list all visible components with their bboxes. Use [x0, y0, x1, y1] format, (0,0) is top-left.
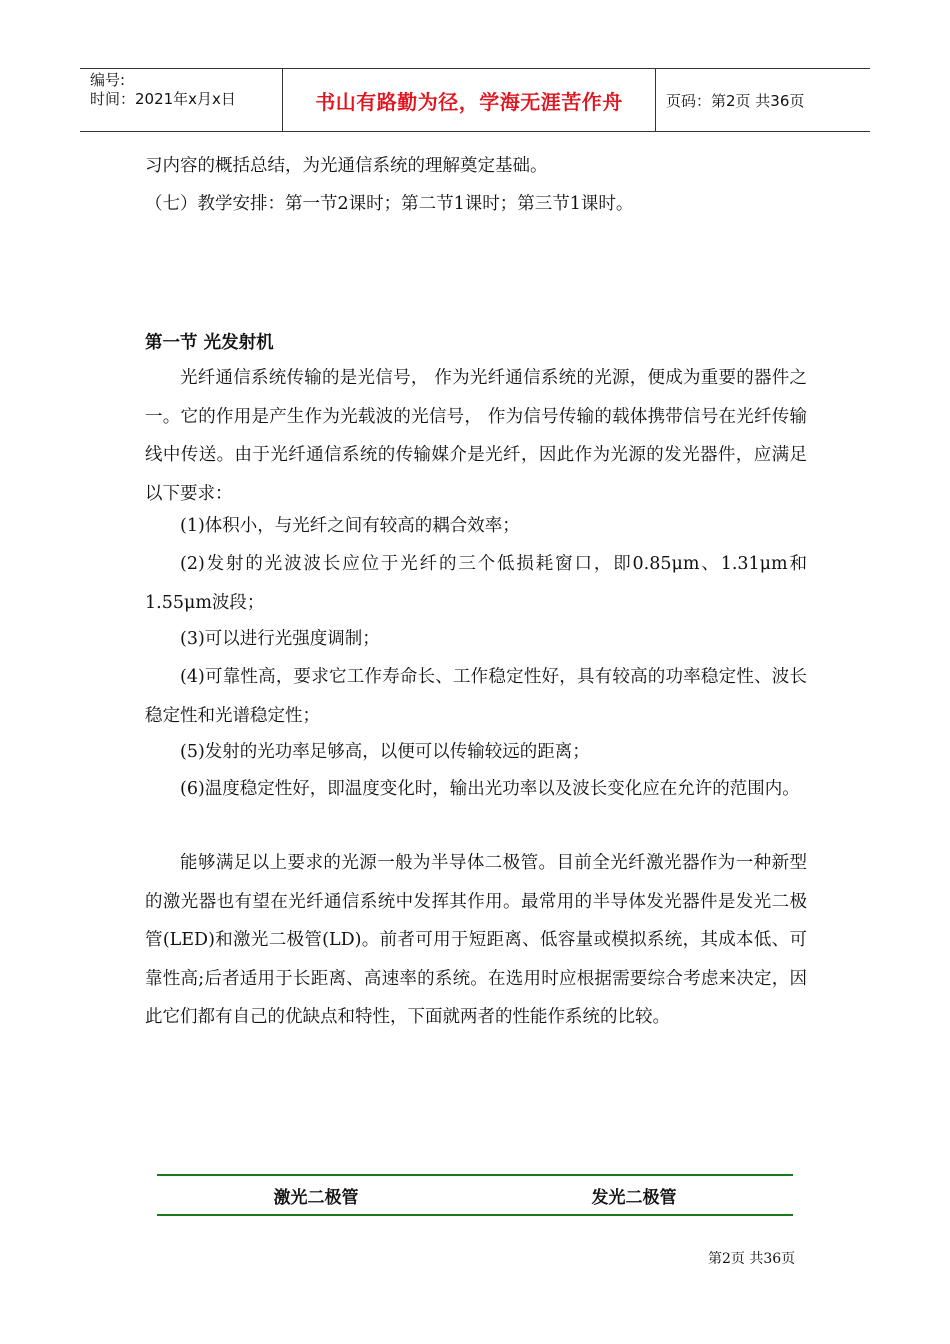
requirement-item-3: (3)可以进行光强度调制； — [180, 629, 380, 649]
document-number-label: 编号: — [90, 71, 126, 89]
header-motto: 书山有路勤为径，学海无涯苦作舟 — [282, 69, 656, 131]
requirement-item-4: (4)可靠性高，要求它工作寿命长、工作稳定性好，具有较高的功率稳定性、波长稳定性和光谱稳定性； — [145, 667, 807, 726]
page-footer-number: 第2页 共36页 — [708, 1251, 796, 1267]
requirement-item-1: (1)体积小，与光纤之间有较高的耦合效率； — [180, 516, 520, 536]
requirement-item-5: (5)发射的光功率足够高，以便可以传输较远的距离； — [180, 742, 590, 762]
page-header — [80, 68, 870, 132]
column-header-laser-diode: 激光二极管 — [273, 1187, 359, 1208]
header-page-number: 页码：第2页 共36页 — [666, 91, 805, 110]
body-paragraph-2: 能够满足以上要求的光源一般为半导体二极管。目前全光纤激光器作为一种新型的激光器也有望在光纤通信系统中发挥其作用。最常用的半导体发光器件是发光二极管(LED)和激光二极管(LD)。前者可用于短距离、低容量或模拟系统，其成本低、可靠性高;后者适用于长距离、高速率的系统。在选用时应根据需要综合考虑来决定，因此它们都有自己的优缺点和特性，下面就两者的性能作系统的比较。 — [145, 853, 807, 1027]
comparison-table-header — [157, 1174, 793, 1216]
document-date: 时间：2021年x月x日 — [90, 90, 236, 108]
requirement-item-2: (2)发射的光波波长应位于光纤的三个低损耗窗口，即0.85μm、1.31μm和1.55μm波段； — [145, 554, 807, 613]
section-heading: 第一节 光发射机 — [145, 333, 274, 353]
teaching-schedule: （七）教学安排：第一节2课时；第二节1课时；第三节1课时。 — [145, 194, 634, 214]
requirement-item-6: (6)温度稳定性好，即温度变化时，输出光功率以及波长变化应在允许的范围内。 — [180, 779, 800, 799]
body-paragraph-1: 光纤通信系统传输的是光信号， 作为光纤通信系统的光源，便成为重要的器件之一。它的作用是产生作为光载波的光信号， 作为信号传输的载体携带信号在光纤传输线中传送。由于光纤通信系统的传输媒介是光纤，因此作为光源的发光器件，应满足以下要求： — [145, 368, 807, 504]
header-info-cell — [80, 69, 282, 131]
column-header-led: 发光二极管 — [591, 1187, 677, 1208]
intro-line-1: 习内容的概括总结，为光通信系统的理解奠定基础。 — [145, 156, 548, 176]
